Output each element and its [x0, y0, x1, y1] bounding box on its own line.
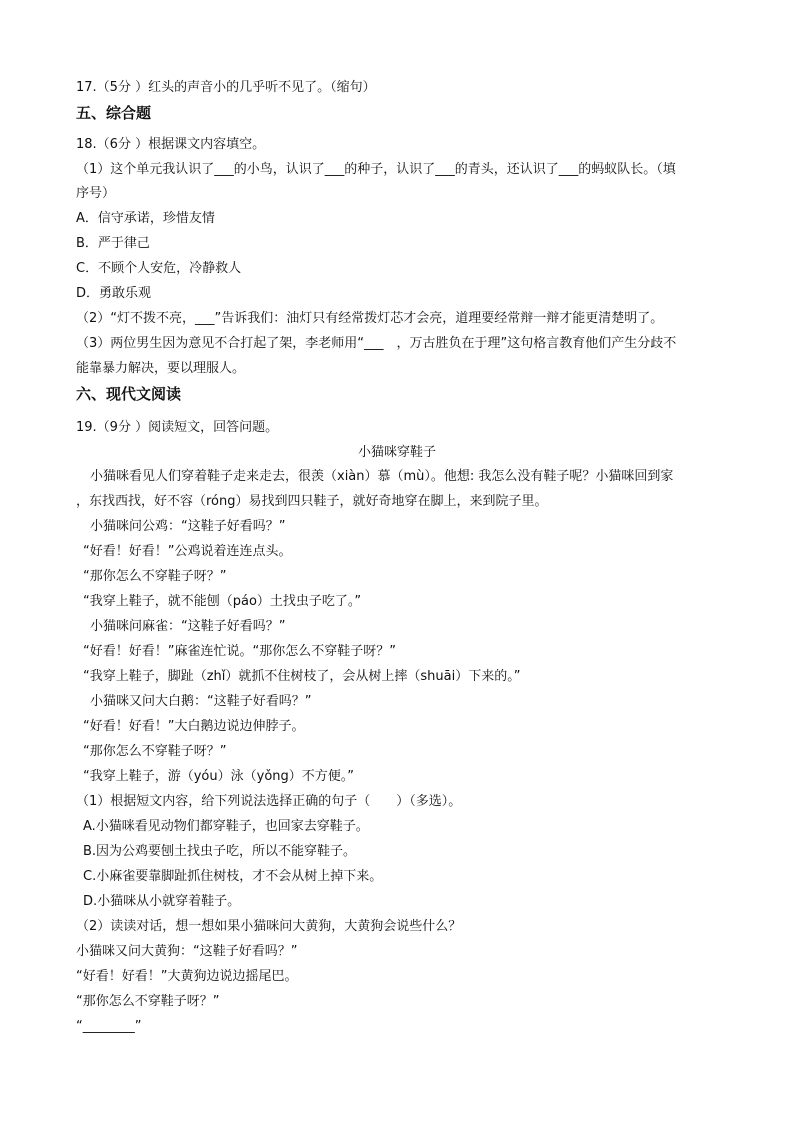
option-a: A．信守承诺，珍惜友情 [76, 211, 215, 226]
dialogue-line-2: “好看！好看！”大黄狗边说边摇尾巴。 [76, 969, 298, 984]
story-line-11: “那你怎么不穿鞋子呀？” [83, 744, 227, 759]
choice-c: C.小麻雀要靠脚趾抓住树枝，才不会从树上掉下来。 [83, 869, 383, 884]
question-18-part-1-cont: 序号） [76, 186, 116, 201]
story-title: 小猫咪穿鞋子 [357, 445, 436, 460]
dialogue-line-1: 小猫咪又问大黄狗：“这鞋子好看吗？” [76, 944, 298, 959]
story-line-3: “好看！好看！”公鸡说着连连点头。 [83, 544, 292, 559]
dialogue-line-3: “那你怎么不穿鞋子呀？” [76, 994, 220, 1009]
option-d: D．勇敢乐观 [76, 286, 152, 301]
question-19-part-1: （1）根据短文内容，给下列说法选择正确的句子（ ）（多选）。 [76, 794, 462, 809]
section-heading-6: 六、现代文阅读 [76, 385, 182, 403]
choice-d: D.小猫咪从小就穿着鞋子。 [83, 894, 241, 909]
story-line-8: “我穿上鞋子，脚趾（zhǐ）就抓不住树枝了，会从树上摔（shuāi）下来的。” [83, 669, 521, 684]
story-paragraph-1: 小猫咪看见人们穿着鞋子走来走去，很羡（xiàn）慕（mù）。他想: 我怎么没有鞋子呢？小猫咪回到家 [90, 469, 674, 484]
option-c: C．不顾个人安危，冷静救人 [76, 261, 242, 276]
story-line-10: “好看！好看！”大白鹅边说边伸脖子。 [83, 719, 305, 734]
choice-b: B.因为公鸡要刨土找虫子吃，所以不能穿鞋子。 [83, 844, 357, 859]
question-19: 19.（9分 ）阅读短文，回答问题。 [76, 420, 279, 435]
question-17: 17.（5分 ）红头的声音小的几乎听不见了。（缩句） [76, 80, 376, 95]
question-19-part-2: （2）读读对话，想一想如果小猫咪问大黄狗，大黄狗会说些什么？ [76, 919, 462, 934]
story-line-2: 小猫咪问公鸡：“这鞋子好看吗？” [90, 519, 286, 534]
story-line-12: “我穿上鞋子，游（yóu）泳（yǒng）不方便。” [83, 769, 354, 784]
option-b: B．严于律己 [76, 236, 150, 251]
story-line-9: 小猫咪又问大白鹅：“这鞋子好看吗？” [90, 694, 312, 709]
story-line-7: “好看！好看！”麻雀连忙说。“那你怎么不穿鞋子呀？” [83, 644, 396, 659]
question-18-part-3: （3）两位男生因为意见不合打起了架，李老师用“___ ，万古胜负在于理”这句格言教育他们产生分歧不 [76, 336, 677, 351]
story-line-6: 小猫咪问麻雀：“这鞋子好看吗？” [90, 619, 286, 634]
answer-blank: “________” [76, 1019, 142, 1034]
story-paragraph-1-cont: ，东找西找，好不容（róng）易找到四只鞋子，就好奇地穿在脚上，来到院子里。 [76, 494, 548, 509]
question-18: 18.（6分 ）根据课文内容填空。 [76, 137, 266, 152]
question-18-part-1: （1）这个单元我认识了___的小鸟，认识了___的种子，认识了___的青头，还认识了___的蚂蚁队长。（填 [76, 162, 676, 177]
question-18-part-3-cont: 能靠暴力解决，要以理服人。 [76, 361, 246, 376]
story-line-4: “那你怎么不穿鞋子呀？” [83, 569, 227, 584]
choice-a: A.小猫咪看见动物们都穿鞋子，也回家去穿鞋子。 [83, 819, 369, 834]
question-18-part-2: （2）“灯不拨不亮，___”告诉我们：油灯只有经常拨灯芯才会亮，道理要经常辩一辩才能更清楚明了。 [76, 311, 664, 326]
section-heading-5: 五、综合题 [76, 104, 152, 122]
story-line-5: “我穿上鞋子，就不能刨（páo）土找虫子吃了。” [83, 594, 362, 609]
